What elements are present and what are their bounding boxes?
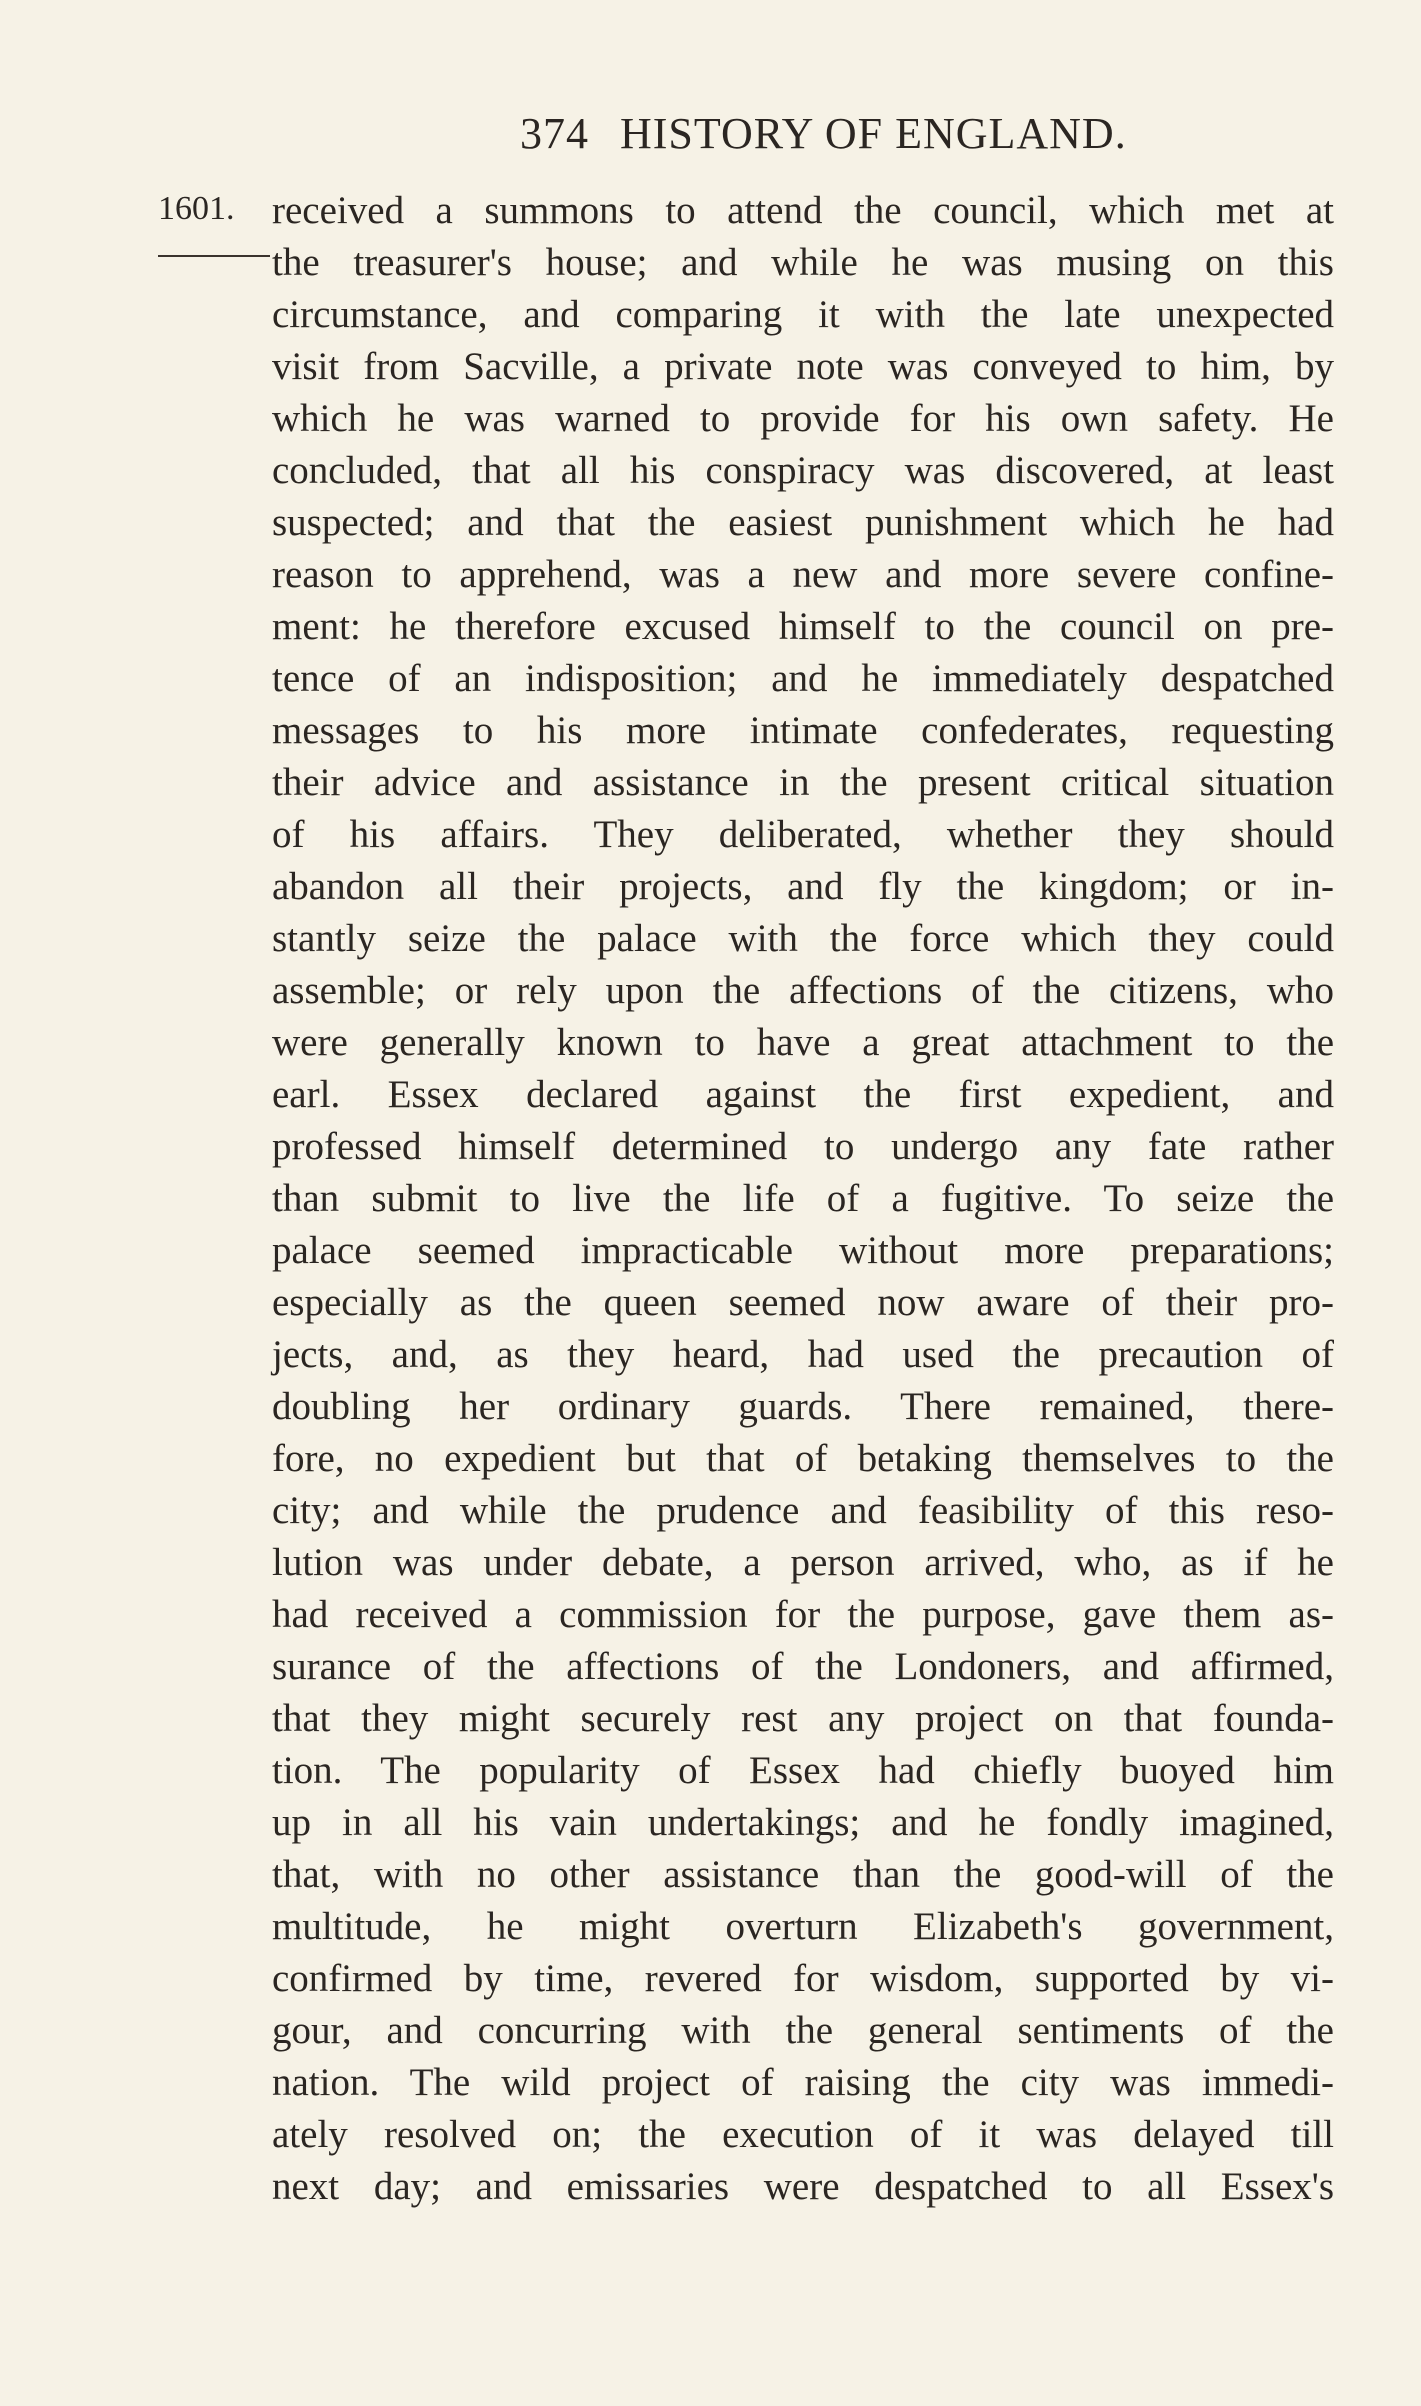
text-line: abandon all their projects, and fly the kingdom; or in- — [272, 865, 1334, 908]
text-line: which he was warned to provide for his own safety. He — [272, 397, 1334, 440]
margin-rule — [158, 255, 270, 257]
text-line: that, with no other assistance than the good-will of the — [272, 1853, 1334, 1896]
text-line: especially as the queen seemed now aware of their pro- — [272, 1281, 1334, 1324]
text-line: assemble; or rely upon the affections of the citizens, who — [272, 969, 1334, 1012]
text-line: surance of the affections of the Londoners, and affirmed, — [272, 1645, 1334, 1688]
text-line: nation. The wild project of raising the city was immedi- — [272, 2061, 1334, 2104]
text-line: visit from Sacville, a private note was conveyed to him, by — [272, 345, 1334, 388]
text-line: jects, and, as they heard, had used the precaution of — [272, 1333, 1334, 1376]
text-line: confirmed by time, revered for wisdom, supported by vi- — [272, 1957, 1334, 2000]
text-line: suspected; and that the easiest punishment which he had — [272, 501, 1334, 544]
running-head — [520, 108, 1127, 168]
text-line: earl. Essex declared against the first expedient, and — [272, 1073, 1334, 1116]
text-line: multitude, he might overturn Elizabeth's government, — [272, 1905, 1334, 1948]
text-line: professed himself determined to undergo any fate rather — [272, 1125, 1334, 1168]
text-line: gour, and concurring with the general sentiments of the — [272, 2009, 1334, 2052]
text-line: city; and while the prudence and feasibility of this reso- — [272, 1489, 1334, 1532]
text-line: were generally known to have a great attachment to the — [272, 1021, 1334, 1064]
text-line: their advice and assistance in the present critical situation — [272, 761, 1334, 804]
text-line: stantly seize the palace with the force which they could — [272, 917, 1334, 960]
running-title: HISTORY OF ENGLAND. — [620, 109, 1127, 158]
text-line: of his affairs. They deliberated, whether they should — [272, 813, 1334, 856]
text-line: tion. The popularity of Essex had chiefly buoyed him — [272, 1749, 1334, 1792]
text-line: that they might securely rest any project on that founda- — [272, 1697, 1334, 1740]
text-line: next day; and emissaries were despatched to all Essex's — [272, 2165, 1334, 2208]
text-line: circumstance, and comparing it with the late unexpected — [272, 293, 1334, 336]
text-line: palace seemed impracticable without more preparations; — [272, 1229, 1334, 1272]
text-line: ately resolved on; the execution of it was delayed till — [272, 2113, 1334, 2156]
text-line: doubling her ordinary guards. There remained, there- — [272, 1385, 1334, 1428]
text-line: than submit to live the life of a fugitive. To seize the — [272, 1177, 1334, 1220]
text-line: fore, no expedient but that of betaking themselves to the — [272, 1437, 1334, 1480]
text-line: lution was under debate, a person arrived, who, as if he — [272, 1541, 1334, 1584]
text-line: had received a commission for the purpose, gave them as- — [272, 1593, 1334, 1636]
text-line: ment: he therefore excused himself to the council on pre- — [272, 605, 1334, 648]
body-text — [272, 185, 1334, 2213]
text-line: received a summons to attend the council, which met at — [272, 189, 1334, 232]
text-line: concluded, that all his conspiracy was discovered, at least — [272, 449, 1334, 492]
text-line: messages to his more intimate confederates, requesting — [272, 709, 1334, 752]
page-number: 374 — [520, 109, 589, 158]
text-line: tence of an indisposition; and he immediately despatched — [272, 657, 1334, 700]
text-line: reason to apprehend, was a new and more severe confine- — [272, 553, 1334, 596]
text-line: the treasurer's house; and while he was musing on this — [272, 241, 1334, 284]
margin-year-note: 1601. — [158, 190, 235, 227]
text-line: up in all his vain undertakings; and he fondly imagined, — [272, 1801, 1334, 1844]
